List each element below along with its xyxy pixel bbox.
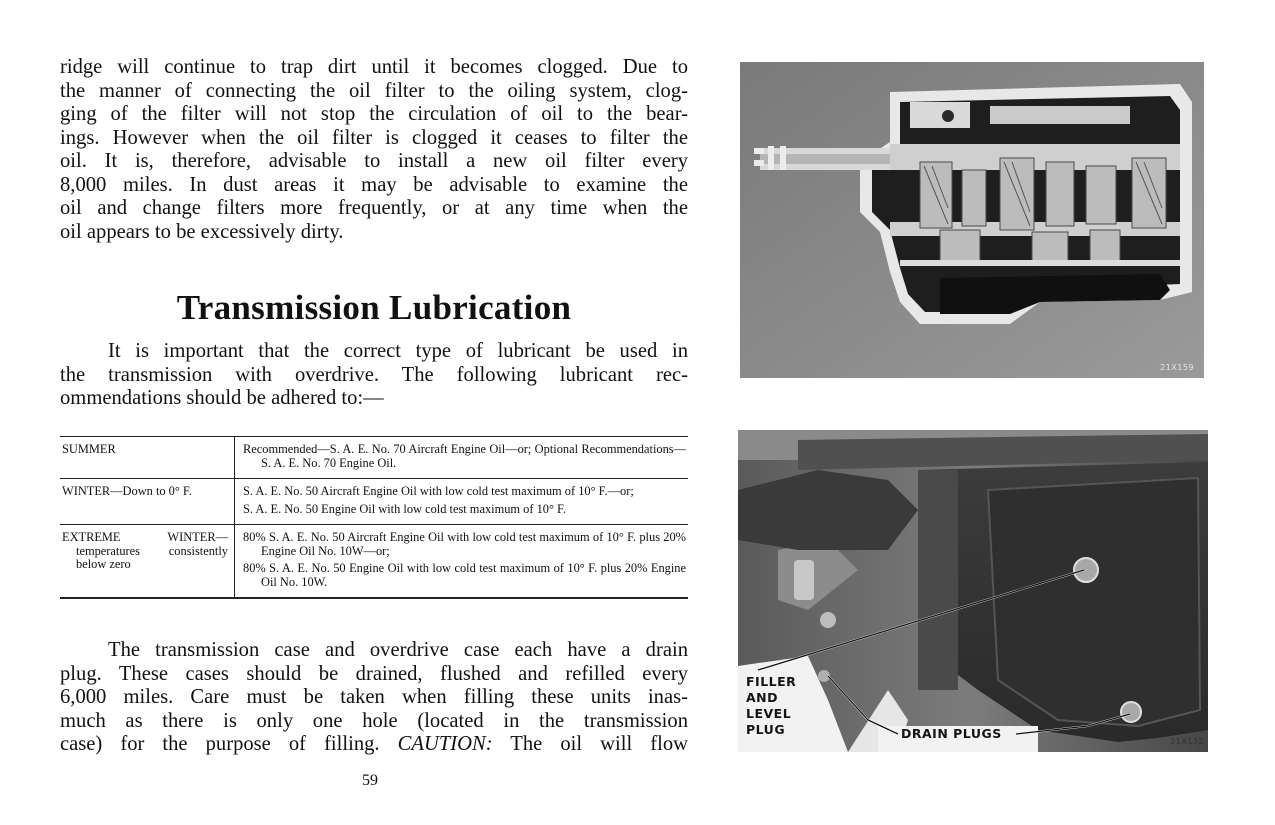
transmission-case-figure bbox=[738, 430, 1208, 752]
text-line: much as there is only one hole (located in the transmission bbox=[60, 709, 688, 732]
text-line: oil appears to be excessively dirty. bbox=[60, 220, 344, 243]
text-line: ommendations should be adhered to:— bbox=[60, 387, 384, 409]
condition-text: EXTREME WINTER—temperatures consistently below zero bbox=[62, 530, 228, 571]
recommendation-text: S. A. E. No. 50 Aircraft Engine Oil with low cold test maximum of 10° F.—or; bbox=[243, 484, 634, 498]
section-heading: Transmission Lubrication bbox=[176, 288, 572, 327]
text-line: It is important that the correct type of lubricant be used in bbox=[108, 340, 688, 362]
table-row bbox=[60, 437, 688, 479]
text-line: ings. However when the oil filter is clogged it ceases to filter the bbox=[60, 126, 688, 149]
text-line: The transmission case and overdrive case each have a drain bbox=[108, 639, 688, 661]
text-line bbox=[60, 733, 688, 757]
intro-paragraph bbox=[60, 340, 688, 411]
caution-tail: The oil will flow bbox=[510, 733, 688, 755]
drain-paragraph bbox=[60, 639, 688, 757]
text-line: the manner of connecting the oil filter to the oiling system, clog- bbox=[60, 79, 688, 102]
callout-line: AND bbox=[746, 690, 779, 705]
recommendation-text: 80% S. A. E. No. 50 Aircraft Engine Oil with low cold test maximum of 10° F. plus 20% Engine Oil No. 10W—or; bbox=[243, 530, 686, 558]
drain-line-text: case) for the purpose of filling. bbox=[60, 733, 380, 755]
text-line: ging of the filter will not stop the circulation of oil to the bear- bbox=[60, 103, 688, 125]
recommendation-text: Recommended—S. A. E. No. 70 Aircraft Engine Oil—or; Optional Recommendations—S. A. E. No. 70 Engine Oil. bbox=[243, 442, 686, 470]
condition-cell bbox=[60, 437, 235, 479]
text-line: oil. It is, therefore, advisable to install a new oil filter every bbox=[60, 150, 688, 172]
callout-line: PLUG bbox=[746, 722, 786, 737]
text-line: 8,000 miles. In dust areas it may be advisable to examine the bbox=[60, 173, 688, 196]
figure-code: 21X132 bbox=[1170, 737, 1204, 746]
callout-line: FILLER bbox=[746, 674, 797, 689]
text-line: oil and change filters more frequently, or at any time when the bbox=[60, 197, 688, 219]
recommendation-cell bbox=[235, 525, 689, 599]
condition-cell bbox=[60, 525, 235, 599]
table-row bbox=[60, 525, 688, 599]
figure-code: 21X159 bbox=[1160, 363, 1194, 372]
condition-text: SUMMER bbox=[62, 442, 116, 456]
condition-cell bbox=[60, 479, 235, 525]
oil-filter-paragraph bbox=[60, 56, 688, 244]
drain-plugs-callout: DRAIN PLUGS bbox=[901, 726, 1002, 741]
condition-text: WINTER—Down to 0° F. bbox=[62, 484, 192, 498]
transmission-cutaway-figure bbox=[740, 62, 1204, 378]
recommendation-text: 80% S. A. E. No. 50 Engine Oil with low cold test maximum of 10° F. plus 20% Engine Oil No. 10W. bbox=[243, 561, 686, 589]
table-row bbox=[60, 479, 688, 525]
recommendation-cell bbox=[235, 479, 689, 525]
callout-line: LEVEL bbox=[746, 706, 792, 721]
transmission-case-photo-icon bbox=[738, 430, 1208, 752]
page-number: 59 bbox=[362, 772, 378, 789]
filler-plug-callout bbox=[746, 674, 796, 738]
recommendation-cell bbox=[235, 437, 689, 479]
text-line: plug. These cases should be drained, flushed and refilled every bbox=[60, 662, 688, 685]
recommendation-text: S. A. E. No. 50 Engine Oil with low cold test maximum of 10° F. bbox=[243, 501, 567, 516]
text-line: 6,000 miles. Care must be taken when filling these units inas- bbox=[60, 686, 688, 708]
text-line: ridge will continue to trap dirt until it becomes clogged. Due to bbox=[60, 56, 688, 78]
caution-label: CAUTION: bbox=[397, 733, 493, 755]
text-line: the transmission with overdrive. The following lubricant rec- bbox=[60, 363, 688, 386]
lubricant-table bbox=[60, 436, 688, 599]
transmission-cutaway-illustration-icon bbox=[740, 62, 1204, 378]
